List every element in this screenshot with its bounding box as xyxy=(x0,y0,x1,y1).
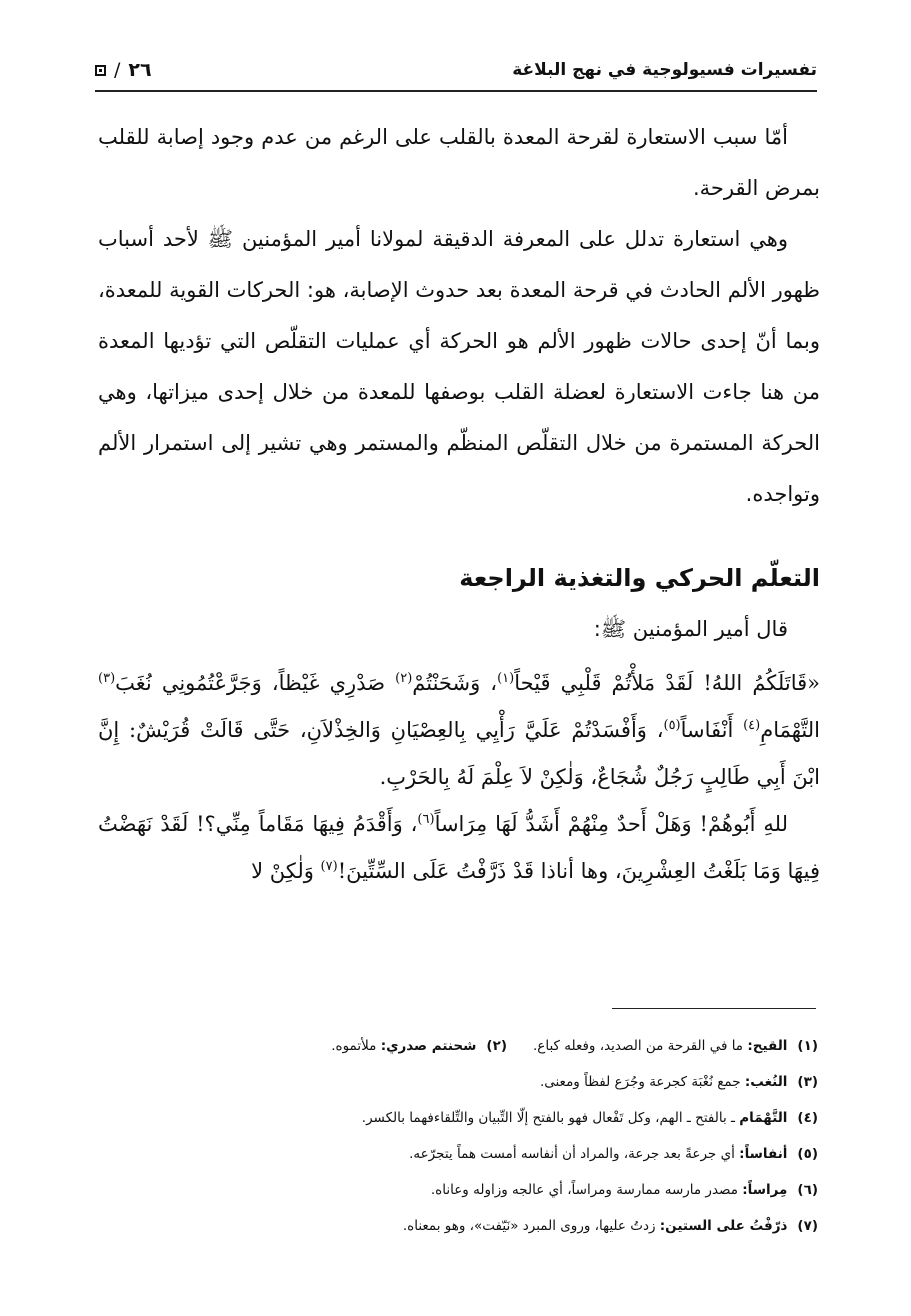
footnote-text: ما في القرحة من الصديد، وفعله كباع. xyxy=(533,1038,748,1054)
footnote-number: (٤) xyxy=(797,1110,818,1126)
paragraph-2: وهي استعارة تدلل على المعرفة الدقيقة لمولانا أمير المؤمنين ﷺ لأحد أسباب ظهور الألم الحادث في قرحة المعدة بعد حدوث الإصابة، هو: الحركات القوية للمعدة، وبما أنّ إحدى حالات ظهور الألم هو الحركة أي عمليات التقلّص التي تؤديها المعدة من هنا جاءت الاستعارة لعضلة القلب بوصفها للمعدة من خلال إحدى ميزاتها، وهي الحركة المستمرة من خلال التقلّص المنظّم والمستمر وهي تشير إلى استمرار الألم وتواجده. xyxy=(98,227,820,506)
section-heading: التعلّم الحركي والتغذية الراجعة xyxy=(459,564,820,592)
quote-text: «قَاتَلَكُمُ اللهُ! لَقَدْ مَلأْتُمْ قَلْبِي قَيْحاً xyxy=(514,671,820,695)
footnote-ref-6: (٦) xyxy=(417,812,435,827)
footnote-term: النُغب: xyxy=(744,1074,788,1090)
footnote-ref-7: (٧) xyxy=(320,859,338,874)
page-number-group xyxy=(95,59,152,81)
quote-text: أَنْفَاساً xyxy=(680,718,744,742)
footnote-ref-5: (٥) xyxy=(663,718,681,733)
footnote-line xyxy=(98,1208,818,1244)
footnote-ref-1: (١) xyxy=(497,671,515,686)
quote-paragraph-2 xyxy=(98,801,820,895)
footnote-line xyxy=(98,1100,818,1136)
running-title: تفسيرات فسيولوجية في نهج البلاغة xyxy=(512,60,817,80)
footnote-text: ملأتموه. xyxy=(331,1038,381,1054)
footnote-number: (٢) xyxy=(486,1038,507,1054)
footnote-ref-4: (٤) xyxy=(743,718,761,733)
footnote-term: التَّهْمَام xyxy=(739,1110,788,1126)
footnote-line xyxy=(98,1136,818,1172)
footnote-term: شحنتم صدري: xyxy=(380,1038,477,1054)
footnote-term: أنفاساً: xyxy=(739,1146,788,1162)
footnote-ref-2: (٢) xyxy=(395,671,413,686)
quote-text: صَدْرِي غَيْظاً، وَجَرَّعْتُمُونِي نُغَبَ xyxy=(115,671,396,695)
footnote-term: ذرّفْتُ على الستين: xyxy=(659,1218,788,1234)
page-header xyxy=(95,50,817,92)
footnote-text: مصدر مارسه ممارسة ومراساً، أي عالجه وزاوله وعاناه. xyxy=(430,1182,743,1198)
quote-text: التَّهْمَامِ xyxy=(760,718,820,742)
footnote-ref-3: (٣) xyxy=(98,671,116,686)
footnote-number: (٣) xyxy=(797,1074,818,1090)
quote-text: ، وَأَقْدَمُ فِيهَا مَقَاماً مِنِّي؟! لَقَدْ نَهَضْتُ فِيهَا وَمَا بَلَغْتُ العِشْرِينَ، وها أناذا قَدْ ذَرَّفْتُ عَلَى السِّتِّينَ! xyxy=(98,812,820,883)
footnote-term: مِراساً: xyxy=(742,1182,788,1198)
footnote-term: القيح: xyxy=(747,1038,788,1054)
footnote-number: (٦) xyxy=(797,1182,818,1198)
footnote-text: أي جرعةً بعد جرعة، والمراد أن أنفاسه أمست هماً يتجرّعه. xyxy=(409,1146,740,1162)
paragraph-1: أمّا سبب الاستعارة لقرحة المعدة بالقلب على الرغم من عدم وجود إصابة للقلب بمرض القرحة. xyxy=(98,125,820,200)
footnote-text: زدتُ عليها، وروى المبرد «نَيّفت»، وهو بمعناه. xyxy=(402,1218,660,1234)
quote-text: للهِ أَبُوهُمْ! وَهَلْ أَحدٌ مِنْهُمْ أَشَدُّ لَهَا مِرَاساً xyxy=(434,812,788,836)
page-separator: / xyxy=(114,59,121,81)
quote-text: ، وَشَحَنْتُمْ xyxy=(412,671,498,695)
footnote-text: جمع نُغْبَة كجرعة وجُرَع لفظاً ومعنى. xyxy=(539,1074,745,1090)
quote-intro: قال أمير المؤمنين ﷺ: xyxy=(593,617,788,641)
footnote-number: (٧) xyxy=(797,1218,818,1234)
body-text xyxy=(98,112,820,520)
page-number: ٢٦ xyxy=(128,59,152,81)
footnote-line xyxy=(98,1064,818,1100)
footnote-line xyxy=(98,1172,818,1208)
sermon-quote xyxy=(98,660,820,895)
footnote-text: ـ بالفتح ـ الهم، وكل تَفْعال فهو بالفتح إلّا التِّبيان والتِّلقاءفهما بالكسر. xyxy=(361,1110,740,1126)
quote-text: ، وَأَفْسَدْتُمْ عَلَيَّ رَأْيِي بِالعِصْيَانِ وَالخِذْلاَنِ، حَتَّى قَالَتْ قُرَيْشٌ: إِنَّ ابْنَ أَبِي طَالِبٍ رَجُلٌ شُجَاعٌ، وَلٰكِنْ لاَ عِلْمَ لَهُ بِالحَرْبِ. xyxy=(98,718,820,789)
footnote-line xyxy=(98,1028,818,1064)
footnote-divider xyxy=(612,1008,816,1009)
square-ornament-icon xyxy=(95,65,106,76)
footnote-number: (٥) xyxy=(797,1146,818,1162)
quote-text: وَلٰكِنْ لا xyxy=(251,859,321,883)
footnotes xyxy=(98,1028,818,1244)
quote-paragraph-1 xyxy=(98,660,820,801)
footnote-number: (١) xyxy=(797,1038,818,1054)
